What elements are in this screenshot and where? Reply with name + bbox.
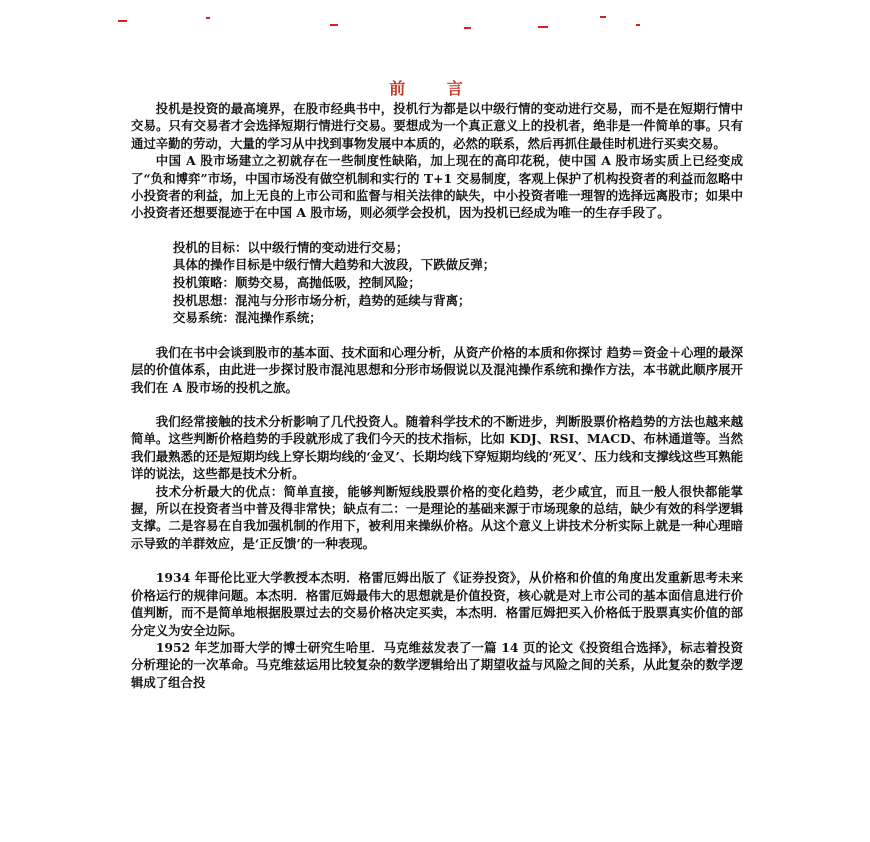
goals-list	[131, 239, 743, 327]
paragraph: 投机是投资的最高境界，在股市经典书中，投机行为都是以中级行情的变动进行交易，而不是在短期行情中交易。只有交易者才会选择短期行情进行交易。要想成为一个真正意义上的投机者，绝非是一件简单的事。只有通过辛勤的劳动，大量的学习从中找到事物发展中本质的，必然的联系，然后再抓住最佳时机进行买卖交易。	[131, 101, 743, 151]
paragraph: 我们在书中会谈到股市的基本面、技术面和心理分析，从资产价格的本质和你探讨 趋势＝资金＋心理的最深层的价值体系，由此进一步探讨股市混沌思想和分形市场假说以及混沌操作系统和操作方法，本书就此顺序展开我们在 A 股市场的投机之旅。	[131, 344, 743, 395]
scan-mark	[118, 20, 127, 22]
paragraph: 我们经常接触的技术分析影响了几代投资人。随着科学技术的不断进步，判断股票价格趋势的方法也越来越简单。这些判断价格趋势的手段就形成了我们今天的技术指标，比如 KDJ、RSI、MACD、布林通道等。当然我们最熟悉的还是短期均线上穿长期均线的‘金叉’、长期均线下穿短期均线的‘死叉’、压力线和支撑线这些耳熟能详的说法，这些都是技术分析。	[131, 414, 744, 482]
scan-mark	[464, 27, 471, 29]
list-item: 交易系统：混沌操作系统；	[173, 310, 322, 326]
list-item: 投机策略：顺势交易，高抛低吸，控制风险；	[173, 275, 421, 291]
scan-mark	[206, 17, 210, 19]
scan-mark	[330, 24, 338, 26]
scan-mark	[600, 16, 606, 18]
paragraph: 1952 年芝加哥大学的博士研究生哈里．马克维兹发表了一篇 14 页的论文《投资组合选择》，标志着投资分析理论的一次革命。马克维兹运用比较复杂的数学逻辑给出了期望收益与风险之间的关系，从此复杂的数学逻辑成了组合投	[131, 639, 743, 690]
paragraph: 中国 A 股市场建立之初就存在一些制度性缺陷，加上现在的高印花税，使中国 A 股市场实质上已经变成了“负和博弈”市场，中国市场没有做空机制和实行的 T+1 交易制度，客观上保护了机构投资者的利益而忽略中小投资者的利益，加上无良的上市公司和监督与相关法律的缺失，中小投资者唯一理智的选择远离股市；如果中小投资者还想要混迹于在中国 A 股市场，则必须学会投机，因为投机已经成为唯一的生存手段了。	[131, 153, 743, 221]
scan-mark	[636, 24, 640, 26]
scan-mark	[538, 26, 548, 28]
paragraph: 1934 年哥伦比亚大学教授本杰明．格雷厄姆出版了《证券投资》，从价格和价值的角度出发重新思考未来价格运行的规律问题。本杰明．格雷厄姆最伟大的思想就是价值投资，核心就是对上市公司的基本面信息进行价值判断，而不是简单地根据股票过去的交易价格决定买卖，本杰明．格雷厄姆把买入价格低于股票真实价值的部分定义为安全边际。	[131, 570, 743, 638]
list-item: 投机思想：混沌与分形市场分析，趋势的延续与背离；	[173, 292, 471, 308]
list-item: 具体的操作目标是中级行情大趋势和大波段，下跌做反弹；	[173, 257, 496, 273]
paragraph: 技术分析最大的优点：简单直接，能够判断短线股票价格的变化趋势，老少咸宜，而且一般人很快都能掌握，所以在投资者当中普及得非常快；缺点有二：一是理论的基础来源于市场现象的总结，缺少有效的科学逻辑支撑。二是容易在自我加强机制的作用下，被利用来操纵价格。从这个意义上讲技术分析实际上就是一种心理暗示导致的羊群效应，是‘正反馈’的一种表现。	[131, 483, 743, 551]
document-body	[131, 100, 743, 691]
page-title: 前 言	[389, 79, 481, 98]
list-item: 投机的目标：以中级行情的变动进行交易；	[173, 239, 409, 255]
